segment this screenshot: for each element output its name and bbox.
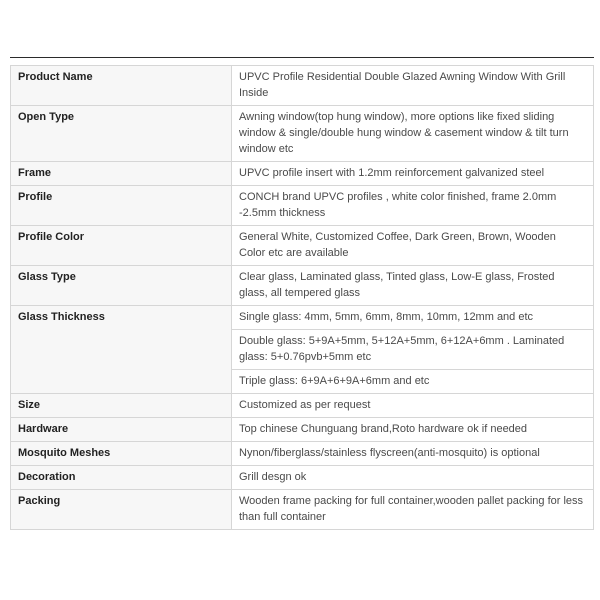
row-value: Double glass: 5+9A+5mm, 5+12A+5mm, 6+12A+6mm . Laminated glass: 5+0.76pvb+5mm etc <box>232 330 594 370</box>
row-value: CONCH brand UPVC profiles , white color finished, frame 2.0mm -2.5mm thickness <box>232 186 594 226</box>
table-row-decoration <box>11 466 594 490</box>
table-row-packing <box>11 490 594 530</box>
row-label: Glass Thickness <box>11 306 232 394</box>
spec-table-body <box>11 66 594 530</box>
row-label: Mosquito Meshes <box>11 442 232 466</box>
table-row-mosquito-meshes <box>11 442 594 466</box>
row-value: Clear glass, Laminated glass, Tinted glass, Low-E glass, Frosted glass, all tempered glass <box>232 266 594 306</box>
row-value: UPVC Profile Residential Double Glazed Awning Window With Grill Inside <box>232 66 594 106</box>
row-value: Triple glass: 6+9A+6+9A+6mm and etc <box>232 370 594 394</box>
row-value: Nynon/fiberglass/stainless flyscreen(anti-mosquito) is optional <box>232 442 594 466</box>
row-value: General White, Customized Coffee, Dark Green, Brown, Wooden Color etc are available <box>232 226 594 266</box>
row-label: Profile <box>11 186 232 226</box>
table-row-size <box>11 394 594 418</box>
row-label: Open Type <box>11 106 232 162</box>
row-label: Glass Type <box>11 266 232 306</box>
table-row-profile <box>11 186 594 226</box>
row-label: Product Name <box>11 66 232 106</box>
table-row-hardware <box>11 418 594 442</box>
product-spec-table <box>10 65 594 530</box>
row-label: Frame <box>11 162 232 186</box>
row-label: Packing <box>11 490 232 530</box>
row-value: Wooden frame packing for full container,wooden pallet packing for less than full container <box>232 490 594 530</box>
table-row-frame <box>11 162 594 186</box>
row-value: Single glass: 4mm, 5mm, 6mm, 8mm, 10mm, 12mm and etc <box>232 306 594 330</box>
table-row-glass-type <box>11 266 594 306</box>
table-row-open-type <box>11 106 594 162</box>
row-label: Size <box>11 394 232 418</box>
row-value: Top chinese Chunguang brand,Roto hardware ok if needed <box>232 418 594 442</box>
table-row-product-name <box>11 66 594 106</box>
table-row-glass-thickness <box>11 306 594 330</box>
row-value: Customized as per request <box>232 394 594 418</box>
row-value: Awning window(top hung window), more options like fixed sliding window & single/double hung window & casement window & tilt turn window etc <box>232 106 594 162</box>
row-label: Hardware <box>11 418 232 442</box>
table-row-profile-color <box>11 226 594 266</box>
row-value: UPVC profile insert with 1.2mm reinforcement galvanized steel <box>232 162 594 186</box>
row-value: Grill desgn ok <box>232 466 594 490</box>
row-label: Profile Color <box>11 226 232 266</box>
row-label: Decoration <box>11 466 232 490</box>
top-divider <box>10 57 594 58</box>
